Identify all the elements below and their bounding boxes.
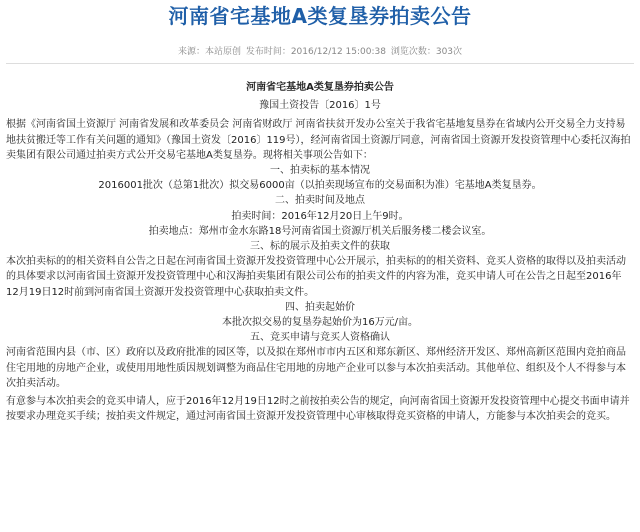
page-title: 河南省宅基地A类复垦券拍卖公告 (168, 4, 472, 28)
intro-paragraph: 根据《河南省国土资源厅 河南省发展和改革委员会 河南省财政厅 河南省扶贫开发办公室关于我省宅基地复垦券在省域内公开交易全力支持易地扶贫搬迁等工作有关问题的通知》（豫国土资发〔2016〕119号），经河南省国土资源厅同意，河南省国土资源开发投资管理中心委托汉海拍卖集团有限公司通过拍卖方式公开交易宅基地A类复垦券。现将相关事项公告如下： (6, 119, 631, 161)
auction-place: 拍卖地点：郑州市金水东路18号河南省国土资源厅机关后服务楼二楼会议室。 (148, 225, 492, 237)
section-1-text: 2016001批次（总第1批次）拟交易6000亩（以拍卖现场宣布的交易面积为准）宅基地A类复垦券。 (98, 180, 542, 192)
article-body (6, 80, 634, 424)
section-5-heading: 五、竞买申请与竞买人资格确认 (250, 332, 390, 344)
publish-time: 发布时间：2016/12/12 15:00:38 (245, 47, 386, 57)
section-2-heading: 二、拍卖时间及地点 (275, 195, 365, 207)
article-meta (0, 46, 640, 58)
section-5-text-2: 有意参与本次拍卖会的竞买申请人，应于2016年12月19日12时之前按拍卖公告的规定，向河南省国土资源开发投资管理中心提交书面申请并按要求办理竞买手续；按拍卖文件规定，通过河南省国土资源开发投资管理中心审核取得竞买资格的申请人，方能参与本次拍卖会的竞买。 (6, 396, 630, 423)
divider (6, 63, 634, 64)
section-3-heading: 三、标的展示及拍卖文件的获取 (250, 241, 390, 253)
section-1-heading: 一、拍卖标的基本情况 (270, 165, 370, 177)
source-label: 来源：本站原创 (177, 47, 241, 57)
section-5-text: 河南省范围内县（市、区）政府以及政府批准的园区等，以及拟在郑州市市内五区和郑东新区、郑州经济开发区、郑州高新区范围内竞拍商品住宅用地的房地产企业，或使用用地性质因规划调整为商品住宅用地的房地产企业可以参与本次拍卖活动。其他单位、组织及个人不得参与本次拍卖活动。 (6, 347, 626, 389)
document-number: 豫国土资投告〔2016〕1号 (259, 100, 381, 112)
view-count: 浏览次数：303次 (390, 47, 463, 57)
section-4-heading: 四、拍卖起始价 (285, 301, 355, 313)
section-3-text: 本次拍卖标的的相关资料自公告之日起在河南省国土资源开发投资管理中心公开展示，拍卖标的的相关资料、竞买人资格的取得以及拍卖活动的具体要求以河南省国土资源开发投资管理中心和汉海拍卖集团有限公司公布的拍卖文件的内容为准，竞买申请人可在公告之日起至2016年12月19日12时前到河南省国土资源开发投资管理中心获取拍卖文件。 (6, 256, 626, 298)
auction-time: 拍卖时间：2016年12月20日上午9时。 (231, 210, 409, 222)
section-4-text: 本批次拟交易的复垦券起始价为16万元/亩。 (221, 317, 419, 329)
article-title: 河南省宅基地A类复垦券拍卖公告 (246, 82, 394, 93)
